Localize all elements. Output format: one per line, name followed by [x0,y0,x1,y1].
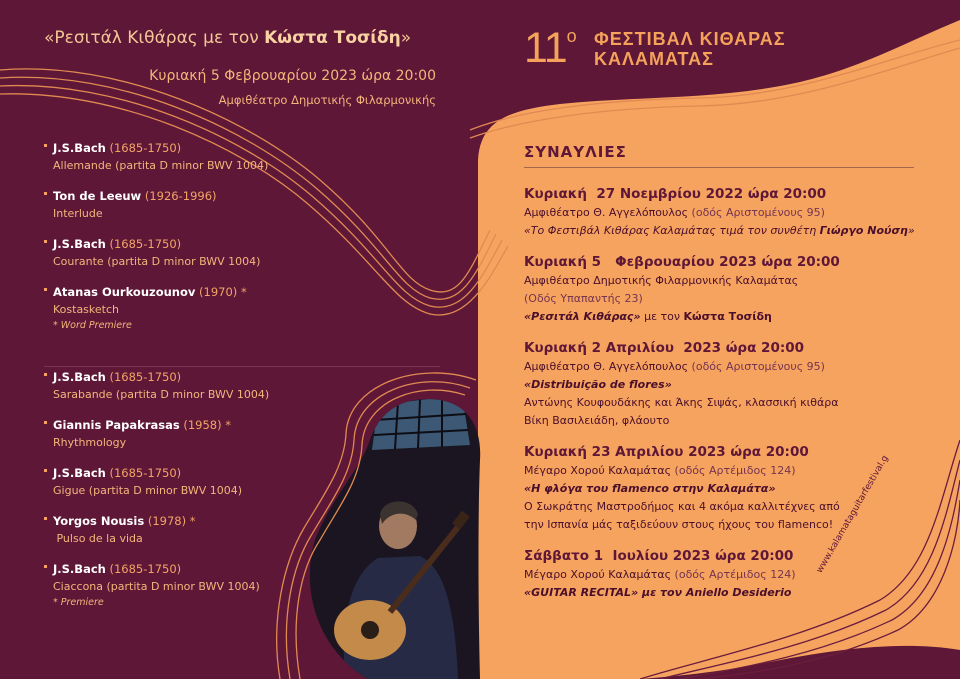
program-work: Sarabande (partita D minor BWV 1004) [53,388,270,401]
bullet-icon [44,421,47,424]
concert-venue: Αμφιθέατρο Θ. Αγγελόπουλος (οδός Αριστομένους 95) [524,206,825,219]
program-work: Courante (partita D minor BWV 1004) [53,255,261,268]
program-divider [44,366,440,367]
program-work: Gigue (partita D minor BWV 1004) [53,484,243,497]
concert-venue-note: (Οδός Υπαπαντής 23) [524,292,643,305]
concert-title: «Το Φεστιβάλ Κιθάρας Καλαμάτας τιμά τον συνθέτη Γιώργο Νούση» [524,224,915,237]
recital-venue: Αμφιθέατρο Δημοτικής Φιλαρμονικής [218,93,436,107]
concert-title: «GUITAR RECITAL» με τον Aniello Desiderio [524,586,792,599]
bullet-icon [44,144,47,147]
program-item [44,188,444,222]
concert-item [524,546,924,602]
concert-venue: Μέγαρο Χορού Καλαμάτας (οδός Αρτέμιδος 124) [524,568,796,581]
concert-date: Κυριακή 23 Απριλίου 2023 ώρα 20:00 [524,444,809,460]
concert-title: «Ρεσιτάλ Κιθάρας» με τον Κώστα Τοσίδη [524,310,772,323]
program-note: * Premiere [53,597,104,608]
concert-title: «Distribuição de flores» [524,378,672,391]
bullet-icon [44,517,47,520]
program-item [44,140,444,174]
bullet-icon [44,240,47,243]
program-composer: Ton de Leeuw (1926-1996) [53,189,217,203]
concert-performers: Αντώνης Κουφουδάκης και Άκης Σιψάς, κλασσική κιθάρα [524,396,839,409]
program-list [44,140,444,625]
bullet-icon [44,469,47,472]
concert-item [524,252,924,326]
program-composer: J.S.Bach (1685-1750) [53,370,182,384]
bullet-icon [44,288,47,291]
concert-description: Ο Σωκράτης Μαστροδήμος και 4 ακόμα καλλιτέχνες από [524,500,840,513]
program-item [44,417,444,451]
website-link[interactable]: www.kalamataguitarfestival.g [815,453,891,575]
concert-item [524,184,924,240]
concert-description: την Ισπανία μάς ταξιδεύουν στους ήχους του flamenco! [524,518,834,531]
program-item [44,513,444,547]
program-work: Ciaccona (partita D minor BWV 1004) [53,580,260,593]
festival-name-line2: ΚΑΛΑΜΑΤΑΣ [594,49,714,69]
section-divider [524,167,914,168]
concert-date: Κυριακή 2 Απριλίου 2023 ώρα 20:00 [524,340,805,356]
program-work: Rhythmology [53,436,127,449]
festival-name-line1: ΦΕΣΤΙΒΑΛ ΚΙΘΑΡΑΣ [594,29,786,49]
program-note: * Word Premiere [53,320,132,331]
recital-title [44,28,444,48]
concert-item [524,338,924,430]
festival-name [594,29,786,69]
bullet-icon [44,373,47,376]
concert-performers: Βίκη Βασιλειάδη, φλάουτο [524,414,670,427]
program-composer: Giannis Papakrasas (1958) * [53,418,232,432]
bullet-icon [44,192,47,195]
concert-venue: Αμφιθέατρο Δημοτικής Φιλαρμονικής Καλαμάτας [524,274,799,287]
concert-list [524,184,924,614]
program-composer: Yorgos Nousis (1978) * [53,514,196,528]
program-composer: J.S.Bach (1685-1750) [53,141,182,155]
program-composer: Atanas Ourkouzounov (1970) * [53,285,247,299]
program-work: Pulso de la vida [53,532,143,545]
concert-venue: Αμφιθέατρο Θ. Αγγελόπουλος (οδός Αριστομένους 95) [524,360,825,373]
recital-title-close: » [400,28,412,48]
program-item [44,284,444,334]
bullet-icon [44,565,47,568]
program-item [44,236,444,270]
program-item [44,561,444,611]
recital-title-open: «Ρεσιτάλ Κιθάρας [44,28,198,48]
recital-performer-name: Κώστα Τοσίδη [264,28,401,48]
recital-title-mid: με τον [197,28,265,48]
program-item [44,369,444,403]
section-title: ΣΥΝΑΥΛΙΕΣ [524,143,627,161]
program-composer: J.S.Bach (1685-1750) [53,466,182,480]
recital-date: Κυριακή 5 Φεβρουαρίου 2023 ώρα 20:00 [149,68,436,84]
concert-title: «Η φλόγα του flamenco στην Καλαμάτα» [524,482,776,495]
concert-date: Κυριακή 27 Νοεμβρίου 2022 ώρα 20:00 [524,186,827,202]
program-item [44,465,444,499]
concert-date: Σάββατο 1 Ιουλίου 2023 ώρα 20:00 [524,548,794,564]
program-work: Kostasketch [53,303,119,316]
concert-venue: Μέγαρο Χορού Καλαμάτας (οδός Αρτέμιδος 124) [524,464,796,477]
program-work: Allemande (partita D minor BWV 1004) [53,159,269,172]
program-work: Interlude [53,207,103,220]
program-composer: J.S.Bach (1685-1750) [53,237,182,251]
program-composer: J.S.Bach (1685-1750) [53,562,182,576]
festival-number: $11^o$ [524,24,576,72]
concert-date: Κυριακή 5 Φεβρουαρίου 2023 ώρα 20:00 [524,254,840,270]
